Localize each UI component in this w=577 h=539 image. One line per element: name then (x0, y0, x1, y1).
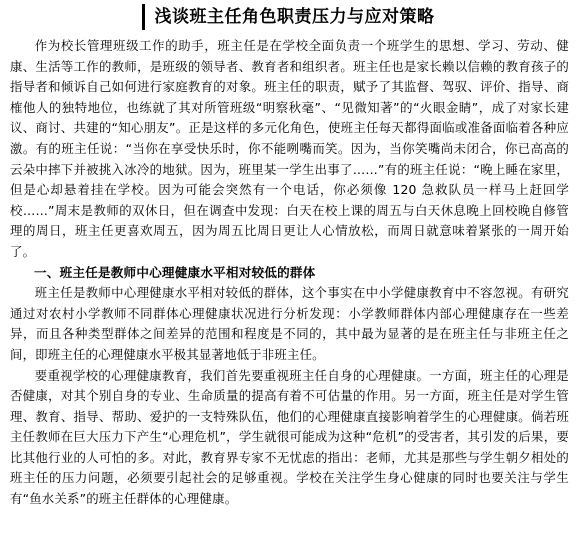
section-paragraph-1: 班主任是教师中心理健康水平相对较低的群体，这个事实在中小学健康教育中不容忽视。有研究通过对农村小学教师不同群体心理健康状况进行分析发现：小学教师群体内部心理健康存在一些差异，而且各种类型群体之间差异的范围和程度是不同的，其中最为显著的是在班主任与非班主任之间，即班主任的心理健康水平极其显著地低于非班主任。 (10, 285, 569, 362)
title-area (0, 4, 577, 30)
section-paragraph-2: 要重视学校的心理健康教育，我们首先要重视班主任自身的心理健康。一方面，班主任的心理是否健康，对其个别自身的专业、生命质量的提高有着不可估量的作用。另一方面，班主任是对学生管理、教育、指导、帮助、爱护的一支特殊队伍，他们的心理健康直接影响着学生的心理健康。倘若班主任教师在巨大压力下产生“心理危机”，学生就很可能成为这种“危机”的受害者，其引发的后果，要比其他行业的人可怕的多。对此，教育界专家不无忧虑的指出：老师，尤其是那些与学生朝夕相处的班主任的压力问题，必须要引起社会的足够重视。学校在关注学生身心健康的同时也要关注与学生有“鱼水关系”的班主任群体的心理健康。 (10, 367, 569, 507)
title-divider (142, 4, 145, 30)
intro-paragraph: 作为校长管理班级工作的助手，班主任是在学校全面负责一个班学生的思想、学习、劳动、健康、生活等工作的教师，是班级的领导者、教育者和组织者。班主任也是家长赖以信赖的教育孩子的指导者和倾诉自己如何进行家庭教育的对象。班主任的职责，赋予了其监督、驾驭、评价、指导、商榷他人的独特地位，也练就了其对所管班级“明察秋毫”、“见微知著”的“火眼金睛”，成了对家长建议、商讨、共建的“知心朋友”。正是这样的多元化角色，使班主任每天都得面临或准备面临着各种应激。有的班主任说：“当你在享受快乐时，你不能咧嘴而笑。因为，当你笑嘴尚未闭合，你已高高的云朵中摔下并被挑入冰冷的地狱。因为，班里某一学生出事了……”有的班主任说：“晚上睡在家里，但是心却悬着挂在学校。因为可能会突然有一个电话，你必须像 120 急救队员一样马上赶回学校……”周末是教师的双休日，但在调查中发现：白天在校上课的周五与白天休息晚上回校晚自修管理的周日，班主任更喜欢周五，因为周五比周日更让人心情放松，而周日就意味着紧张的一周开始了。 (10, 38, 569, 259)
article-body (10, 36, 569, 510)
article-title: 浅谈班主任角色职责压力与应对策略 (154, 7, 435, 27)
section-heading: 一、班主任是教师中心理健康水平相对较低的群体 (34, 264, 316, 280)
